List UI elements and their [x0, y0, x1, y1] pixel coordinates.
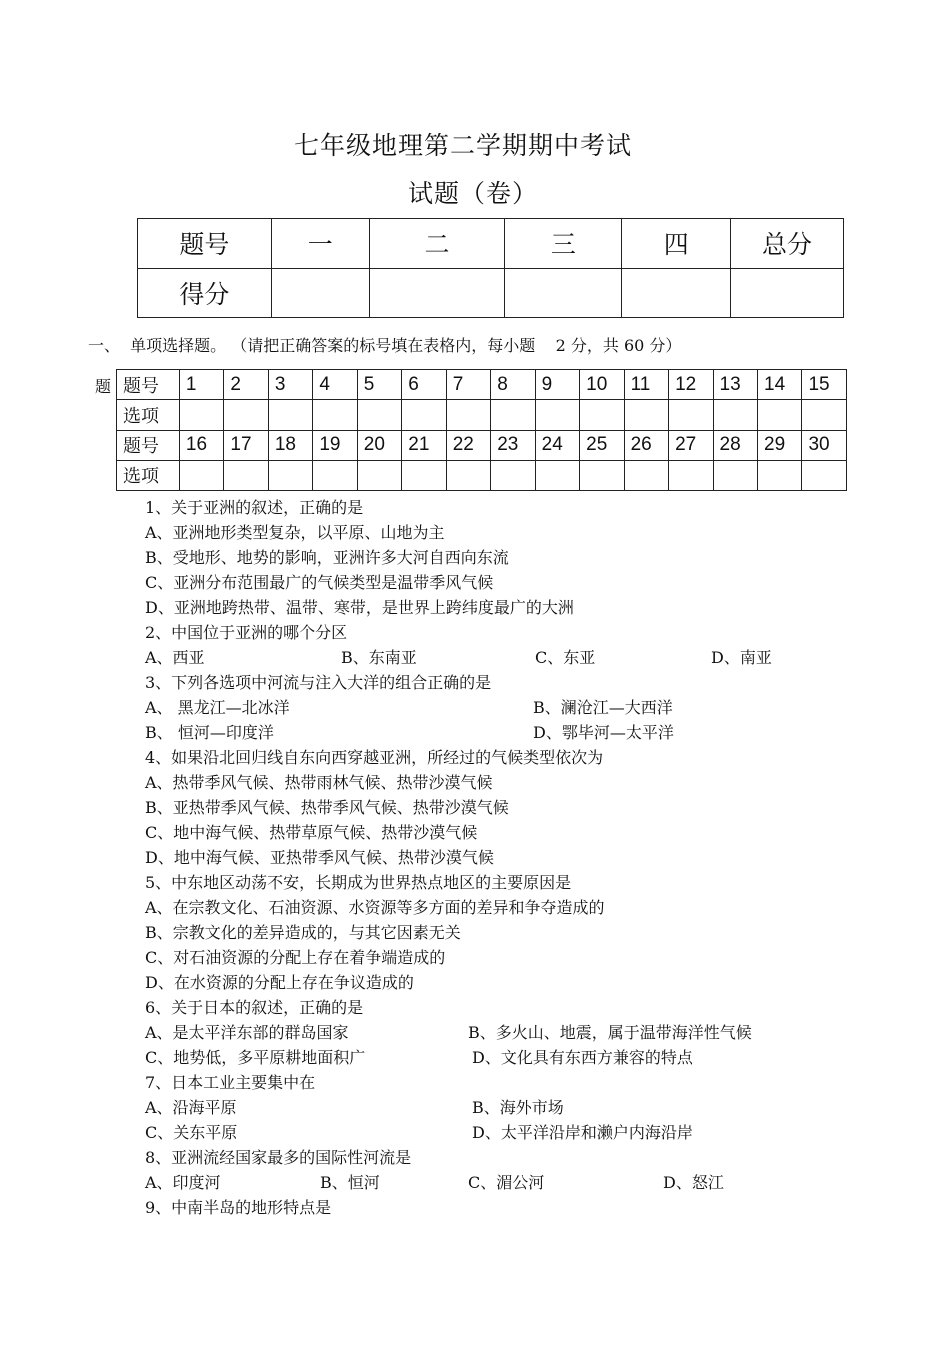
question-number-cell: 25: [580, 430, 624, 460]
option-line: [145, 1170, 845, 1195]
score-row-label: 得分: [138, 268, 272, 318]
answer-option: B、恒河: [320, 1173, 380, 1192]
answer-cell[interactable]: [179, 400, 223, 430]
question-number-cell: 24: [535, 430, 579, 460]
answer-cell[interactable]: [580, 460, 624, 490]
answer-cell[interactable]: [802, 460, 847, 490]
number-row-label: 题号: [117, 430, 180, 460]
question-number-cell: 28: [713, 430, 757, 460]
answer-cell[interactable]: [535, 460, 579, 490]
option-line: [145, 770, 845, 795]
answer-cell[interactable]: [758, 460, 802, 490]
question-number-cell: 15: [802, 370, 847, 400]
score-cell[interactable]: [369, 268, 505, 318]
score-cell[interactable]: [271, 268, 369, 318]
question-number-cell: 30: [802, 430, 847, 460]
answer-cell[interactable]: [357, 400, 401, 430]
answer-cell[interactable]: [402, 400, 446, 430]
score-table-header-row: [138, 219, 844, 269]
answer-option: D、南亚: [711, 648, 772, 667]
answer-option: A、在宗教文化、石油资源、水资源等多方面的差异和争夺造成的: [145, 898, 605, 917]
question-stem-text: 4、如果沿北回归线自东向西穿越亚洲，所经过的气候类型依次为: [145, 748, 604, 767]
question-stem-text: 8、亚洲流经国家最多的国际性河流是: [145, 1148, 412, 1167]
answer-option: D、鄂毕河—太平洋: [533, 723, 674, 742]
answer-option: D、怒江: [663, 1173, 724, 1192]
score-header-cell: 题号: [138, 219, 272, 269]
answer-cell[interactable]: [313, 400, 357, 430]
answer-option: A、亚洲地形类型复杂，以平原、山地为主: [145, 523, 445, 542]
question-number-cell: 7: [446, 370, 490, 400]
answer-option: C、亚洲分布范围最广的气候类型是温带季风气候: [145, 573, 494, 592]
answer-option: A、是太平洋东部的群岛国家: [145, 1023, 349, 1042]
answer-cell[interactable]: [713, 400, 757, 430]
answer-option: D、太平洋沿岸和濑户内海沿岸: [472, 1123, 693, 1142]
answer-cell[interactable]: [491, 460, 535, 490]
score-cell[interactable]: [622, 268, 731, 318]
question-number-cell: 17: [224, 430, 268, 460]
answer-cell[interactable]: [624, 460, 668, 490]
option-line: [145, 520, 845, 545]
side-label: 题: [95, 377, 112, 396]
option-line: [145, 920, 845, 945]
option-line: [145, 645, 845, 670]
answer-grid-number-row: [117, 370, 847, 400]
option-line: [145, 845, 845, 870]
option-line: [145, 895, 845, 920]
option-line: [145, 1020, 845, 1045]
answer-option: C、湄公河: [468, 1173, 545, 1192]
question-number-cell: 9: [535, 370, 579, 400]
question-number-cell: 20: [357, 430, 401, 460]
answer-option: B、多火山、地震，属于温带海洋性气候: [468, 1023, 752, 1042]
question-number-cell: 6: [402, 370, 446, 400]
question-stem: [145, 620, 845, 645]
score-cell[interactable]: [731, 268, 844, 318]
question-stem: [145, 1070, 845, 1095]
score-header-cell: 三: [505, 219, 622, 269]
question-stem: [145, 495, 845, 520]
option-line: [145, 795, 845, 820]
answer-option: D、亚洲地跨热带、温带、寒带，是世界上跨纬度最广的大洲: [145, 598, 574, 617]
question-number-cell: 4: [313, 370, 357, 400]
question-number-cell: 19: [313, 430, 357, 460]
answer-option: B、受地形、地势的影响，亚洲许多大河自西向东流: [145, 548, 509, 567]
option-row-label: 选项: [117, 400, 180, 430]
question-number-cell: 1: [179, 370, 223, 400]
question-stem: [145, 745, 845, 770]
answer-option: C、东亚: [535, 648, 596, 667]
answer-cell[interactable]: [402, 460, 446, 490]
question-stem: [145, 1195, 845, 1220]
question-number-cell: 14: [758, 370, 802, 400]
answer-grid-option-row: [117, 400, 847, 430]
answer-option: C、关东平原: [145, 1123, 238, 1142]
number-row-label: 题号: [117, 370, 180, 400]
question-number-cell: 26: [624, 430, 668, 460]
answer-cell[interactable]: [758, 400, 802, 430]
answer-cell[interactable]: [224, 400, 268, 430]
answer-cell[interactable]: [179, 460, 223, 490]
answer-grid: [116, 369, 847, 491]
answer-cell[interactable]: [669, 400, 713, 430]
option-line: [145, 595, 845, 620]
option-line: [145, 695, 845, 720]
question-stem-text: 9、中南半岛的地形特点是: [145, 1198, 332, 1217]
answer-option: B、 恒河—印度洋: [145, 723, 274, 742]
score-table-score-row: [138, 268, 844, 318]
question-number-cell: 10: [580, 370, 624, 400]
answer-option: A、 黑龙江—北冰洋: [145, 698, 290, 717]
question-stem-text: 6、关于日本的叙述，正确的是: [145, 998, 364, 1017]
answer-option: C、地中海气候、热带草原气候、热带沙漠气候: [145, 823, 478, 842]
question-number-cell: 16: [179, 430, 223, 460]
answer-cell[interactable]: [624, 400, 668, 430]
option-line: [145, 945, 845, 970]
option-line: [145, 970, 845, 995]
question-number-cell: 21: [402, 430, 446, 460]
answer-cell[interactable]: [669, 460, 713, 490]
answer-cell[interactable]: [446, 460, 490, 490]
question-number-cell: 29: [758, 430, 802, 460]
question-stem-text: 7、日本工业主要集中在: [145, 1073, 316, 1092]
answer-option: B、海外市场: [472, 1098, 564, 1117]
question-number-cell: 13: [713, 370, 757, 400]
answer-cell[interactable]: [268, 460, 312, 490]
answer-cell[interactable]: [357, 460, 401, 490]
page-subtitle: 试题（卷）: [407, 179, 538, 208]
question-stem: [145, 670, 845, 695]
answer-option: A、热带季风气候、热带雨林气候、热带沙漠气候: [145, 773, 493, 792]
answer-cell[interactable]: [580, 400, 624, 430]
score-cell[interactable]: [505, 268, 622, 318]
page-title: 七年级地理第二学期期中考试: [293, 131, 632, 160]
answer-option: A、西亚: [145, 648, 205, 667]
question-number-cell: 27: [669, 430, 713, 460]
answer-cell[interactable]: [713, 460, 757, 490]
score-header-cell: 一: [271, 219, 369, 269]
answer-cell[interactable]: [446, 400, 490, 430]
answer-option: B、宗教文化的差异造成的，与其它因素无关: [145, 923, 461, 942]
answer-option: D、地中海气候、亚热带季风气候、热带沙漠气候: [145, 848, 494, 867]
answer-grid-option-row: [117, 460, 847, 490]
question-number-cell: 2: [224, 370, 268, 400]
score-table: [137, 218, 844, 318]
answer-option: B、东南亚: [341, 648, 417, 667]
answer-option: D、在水资源的分配上存在争议造成的: [145, 973, 414, 992]
answer-grid-number-row: [117, 430, 847, 460]
question-stem-text: 1、关于亚洲的叙述，正确的是: [145, 498, 364, 517]
question-stem: [145, 1145, 845, 1170]
option-line: [145, 820, 845, 845]
question-stem: [145, 995, 845, 1020]
score-header-cell: 总分: [731, 219, 844, 269]
question-stem-text: 2、中国位于亚洲的哪个分区: [145, 623, 348, 642]
question-stem-text: 3、下列各选项中河流与注入大洋的组合正确的是: [145, 673, 492, 692]
answer-option: A、印度河: [145, 1173, 221, 1192]
option-line: [145, 545, 845, 570]
question-number-cell: 22: [446, 430, 490, 460]
answer-cell[interactable]: [802, 400, 847, 430]
answer-option: A、沿海平原: [145, 1098, 237, 1117]
question-stem: [145, 870, 845, 895]
answer-cell[interactable]: [491, 400, 535, 430]
question-number-cell: 23: [491, 430, 535, 460]
answer-option: C、地势低，多平原耕地面积广: [145, 1048, 366, 1067]
answer-cell[interactable]: [535, 400, 579, 430]
question-number-cell: 5: [357, 370, 401, 400]
answer-option: C、对石油资源的分配上存在着争端造成的: [145, 948, 446, 967]
answer-cell[interactable]: [268, 400, 312, 430]
question-number-cell: 3: [268, 370, 312, 400]
question-number-cell: 12: [669, 370, 713, 400]
answer-cell[interactable]: [313, 460, 357, 490]
question-number-cell: 18: [268, 430, 312, 460]
option-line: [145, 1095, 845, 1120]
option-line: [145, 1120, 845, 1145]
option-row-label: 选项: [117, 460, 180, 490]
answer-option: D、文化具有东西方兼容的特点: [472, 1048, 693, 1067]
option-line: [145, 570, 845, 595]
answer-option: B、亚热带季风气候、热带季风气候、热带沙漠气候: [145, 798, 509, 817]
option-line: [145, 1045, 845, 1070]
question-list: [145, 495, 845, 1220]
question-stem-text: 5、中东地区动荡不安，长期成为世界热点地区的主要原因是: [145, 873, 572, 892]
answer-cell[interactable]: [224, 460, 268, 490]
question-number-cell: 8: [491, 370, 535, 400]
score-header-cell: 二: [369, 219, 505, 269]
answer-option: B、澜沧江—大西洋: [533, 698, 673, 717]
option-line: [145, 720, 845, 745]
question-number-cell: 11: [624, 370, 668, 400]
score-header-cell: 四: [622, 219, 731, 269]
section-heading: 一、 单项选择题。 （请把正确答案的标号填在表格内，每小题 2 分，共 60 分）: [88, 336, 682, 355]
